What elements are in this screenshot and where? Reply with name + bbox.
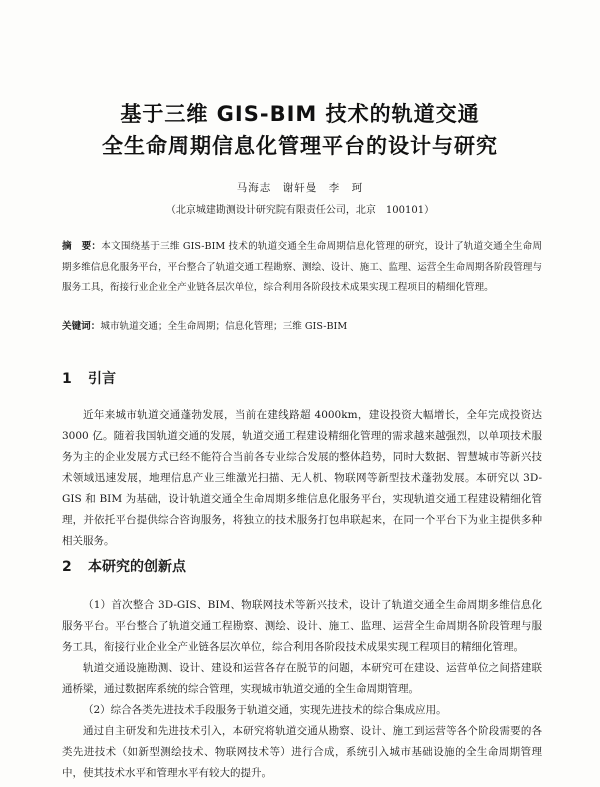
paper-title-line-1: 基于三维 GIS-BIM 技术的轨道交通: [120, 102, 480, 126]
section-number: 1: [62, 371, 72, 387]
affiliation: （北京城建勘测设计研究院有限责任公司，北京 100101）: [165, 205, 435, 216]
section-title: 引言: [88, 371, 116, 387]
paragraph: （2）综合各类先进技术手段服务于轨道交通，实现先进技术的综合集成应用。: [83, 704, 447, 716]
paper-title-line-2: 全生命周期信息化管理平台的设计与研究: [102, 134, 498, 158]
abstract-text: 本文围绕基于三维 GIS-BIM 技术的轨道交通全生命周期信息化管理的研究，设计了轨道交通全生命周期多维信息化服务平台，平台整合了轨道交通工程勘察、测绘、设计、施工、监理、运营全生命周期各阶段管理与服务工具，衔接行业企业全产业链各层次单位，综合利用各阶段技术成果实现工程项目的精细化管理。: [62, 241, 542, 293]
section-body-2: [62, 595, 542, 784]
keywords-label: 关键词：: [62, 321, 101, 332]
abstract-label: 摘 要：: [62, 241, 102, 252]
section-heading-2: [62, 556, 186, 576]
paragraph: 近年来城市轨道交通蓬勃发展，当前在建线路超 4000km，建设投资大幅增长，全年完成投资达 3000 亿。随着我国轨道交通的发展，轨道交通工程建设精细化管理的需求越来越强烈，以单项技术服务为主的企业发展方式已经不能符合当前各专业综合发展的整体趋势，同时大数据、智慧城市等新兴技术领域迅速发展，地理信息产业三维激光扫描、无人机、物联网等新型技术蓬勃发展。本研究以 3D-GIS 和 BIM 为基础，设计轨道交通全生命周期多维信息化服务平台，实现轨道交通工程建设精细化管理，并依托平台提供综合咨询服务，将独立的技术服务打包串联起来，在同一个平台下为业主提供多种相关服务。: [62, 409, 542, 547]
section-body-1: [62, 405, 542, 552]
keywords-text: 城市轨道交通；全生命周期；信息化管理；三维 GIS-BIM: [100, 321, 348, 332]
section-title: 本研究的创新点: [88, 559, 186, 575]
paragraph: 通过自主研发和先进技术引入，本研究将轨道交通从勘察、设计、施工到运营等各个阶段需要的各类先进技术（如新型测绘技术、物联网技术等）进行合成，系统引入城市基础设施的全生命周期管理中，使其技术水平和管理水平有较大的提升。: [62, 725, 542, 779]
keywords: [62, 318, 542, 332]
paragraph: （1）首次整合 3D-GIS、BIM、物联网技术等新兴技术，设计了轨道交通全生命周期多维信息化服务平台。平台整合了轨道交通工程勘察、测绘、设计、施工、监理、运营全生命周期各阶段管理与服务工具，衔接行业企业全产业链各层次单位，综合利用各阶段技术成果实现工程项目的精细化管理。: [62, 599, 542, 653]
authors: 马海志 谢轩曼 李 珂: [236, 182, 364, 194]
abstract: [62, 237, 542, 299]
section-heading-1: [62, 368, 116, 388]
paragraph: 轨道交通设施勘测、设计、建设和运营各存在脱节的问题，本研究可在建设、运营单位之间搭建联通桥梁，通过数据库系统的综合管理，实现城市轨道交通的全生命周期管理。: [62, 662, 542, 695]
section-number: 2: [62, 559, 72, 575]
